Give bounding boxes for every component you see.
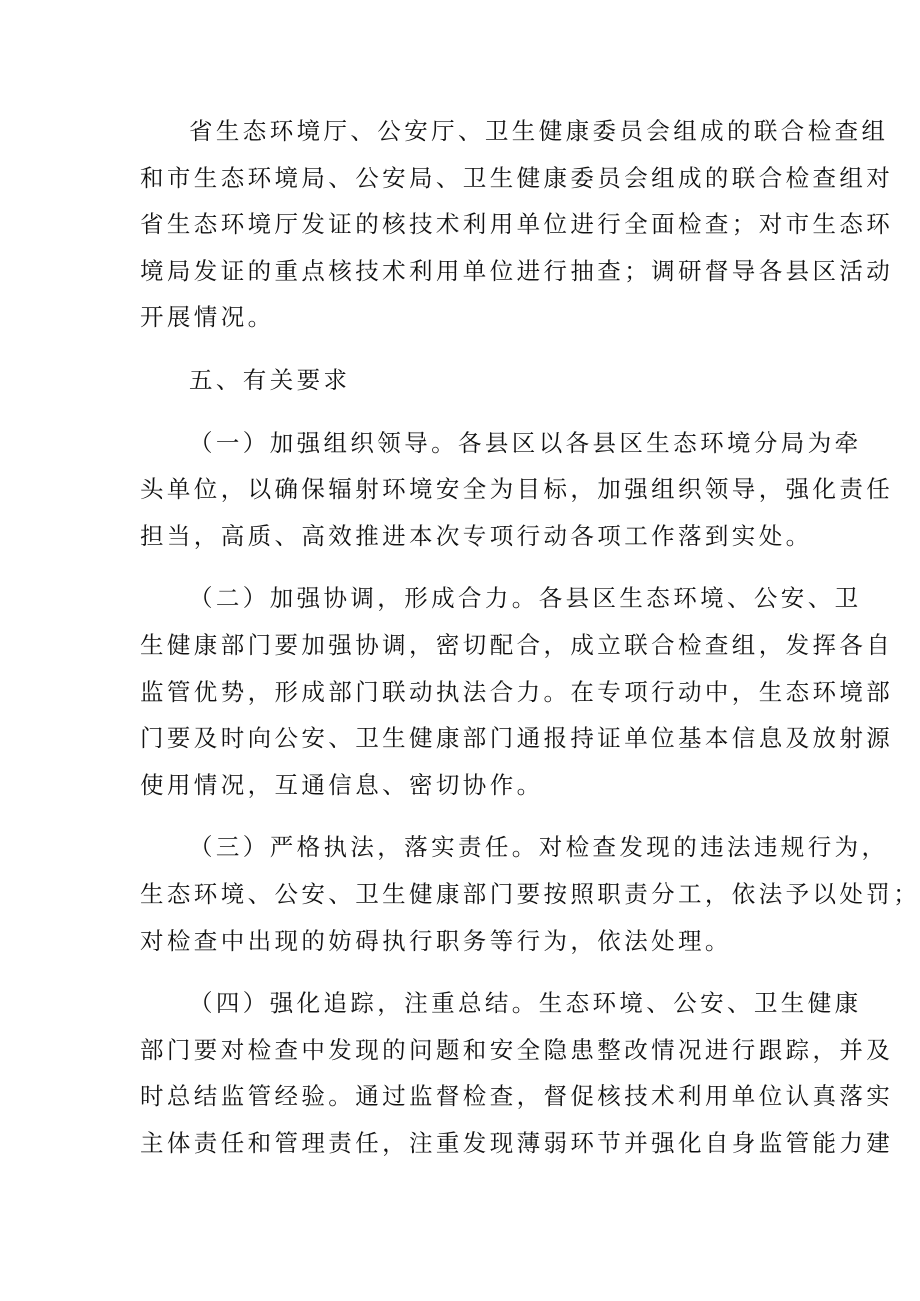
text-line: 头单位，以确保辐射环境安全为目标，加强组织领导，强化责任 [140, 475, 894, 504]
paragraph-gap [140, 404, 785, 420]
text-line: （一）加强组织领导。各县区以各县区生态环境分局为牵 [189, 428, 862, 457]
text-line: 生健康部门要加强协调，密切配合，成立联合检查组，发挥各自 [140, 630, 894, 659]
text-line: 生态环境、公安、卫生健康部门要按照职责分工，依法予以处罚； [140, 879, 920, 908]
text-line: 主体责任和管理责任，注重发现薄弱环节并强化自身监管能力建 [140, 1128, 894, 1157]
section-heading-requirements [140, 357, 785, 404]
section-heading: 五、有关要求 [189, 365, 351, 394]
document-body [140, 108, 920, 1166]
text-line: 担当，高质、高效推进本次专项行动各项工作落到实处。 [140, 521, 813, 550]
text-line: 部门要对检查中发现的问题和安全隐患整改情况进行跟踪，并及 [140, 1035, 894, 1064]
text-line: （四）强化追踪，注重总结。生态环境、公安、卫生健康 [189, 989, 862, 1018]
paragraph-inspection-scope [140, 108, 894, 341]
text-line: 时总结监管经验。通过监督检查，督促核技术利用单位认真落实 [140, 1082, 894, 1111]
text-line: 开展情况。 [140, 303, 275, 332]
paragraph-gap [140, 341, 785, 357]
text-line: 境局发证的重点核技术利用单位进行抽查；调研督导各县区活动 [140, 256, 894, 285]
text-line: 对检查中出现的妨碍执行职务等行为，依法处理。 [140, 926, 732, 955]
paragraph-requirement-4 [140, 980, 894, 1166]
text-line: 门要及时向公安、卫生健康部门通报持证单位基本信息及放射源 [140, 724, 894, 753]
paragraph-gap [140, 808, 785, 824]
text-line: 和市生态环境局、公安局、卫生健康委员会组成的联合检查组对 [140, 163, 894, 192]
paragraph-requirement-2 [140, 575, 894, 808]
text-line: （三）严格执法，落实责任。对检查发现的违法违规行为， [189, 833, 889, 862]
text-line: 监管优势，形成部门联动执法合力。在专项行动中，生态环境部 [140, 677, 894, 706]
paragraph-requirement-1 [140, 420, 894, 560]
paragraph-gap [140, 964, 785, 980]
text-line: （二）加强协调，形成合力。各县区生态环境、公安、卫 [189, 584, 862, 613]
paragraph-gap [140, 559, 785, 575]
text-line: 省生态环境厅发证的核技术利用单位进行全面检查；对市生态环 [140, 210, 894, 239]
paragraph-requirement-3 [140, 824, 920, 964]
text-line: 使用情况，互通信息、密切协作。 [140, 770, 544, 799]
text-line: 省生态环境厅、公安厅、卫生健康委员会组成的联合检查组 [189, 117, 889, 145]
